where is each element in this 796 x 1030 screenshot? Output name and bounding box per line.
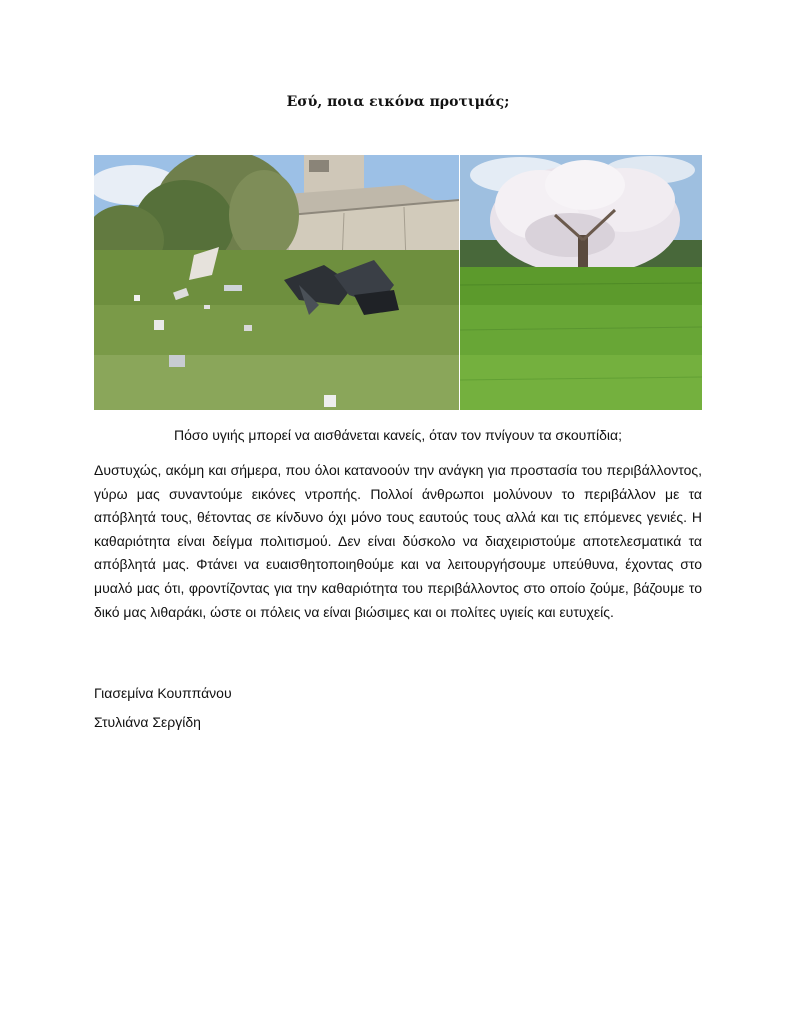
author-name: Γιασεμίνα Κουππάνου bbox=[94, 685, 232, 701]
blossom-tree-photo bbox=[460, 155, 702, 410]
litter-photo bbox=[94, 155, 459, 410]
document-title: Εσύ, ποια εικόνα προτιμάς; bbox=[286, 94, 510, 110]
body-paragraph: Δυστυχώς, ακόμη και σήμερα, που όλοι κατανοούν την ανάγκη για προστασία του περιβάλλοντος, γύρω μας συναντούμε εικόνες ντροπής. Πολλοί άνθρωποι μολύνουν το περιβάλλον με τα απόβλητά τους, θέτοντας σε κίνδυνο όχι μόνο τους εαυτούς τους αλλά και τις επόμενες γενιές. Η καθαριότητα είναι δείγμα πολιτισμού. Δεν είναι δύσκολο να διαχειριστούμε αποτελεσματικά τα απόβλητά μας. Φτάνει να ευαισθητοποιηθούμε και να λειτουργήσουμε υπεύθυνα, έχοντας στο μυαλό μας ότι, φροντίζοντας για την καθαριότητα του περιβάλλοντος στο οποίο ζούμε, βάζουμε το δικό μας λιθαράκι, ώστε οι πόλεις να είναι βιώσιμες και οι πολίτες υγιείς και ευτυχείς. bbox=[94, 462, 702, 620]
photo-caption: Πόσο υγιής μπορεί να αισθάνεται κανείς, όταν τον πνίγουν τα σκουπίδια; bbox=[174, 427, 622, 443]
author-name: Στυλιάνα Σεργίδη bbox=[94, 714, 201, 730]
